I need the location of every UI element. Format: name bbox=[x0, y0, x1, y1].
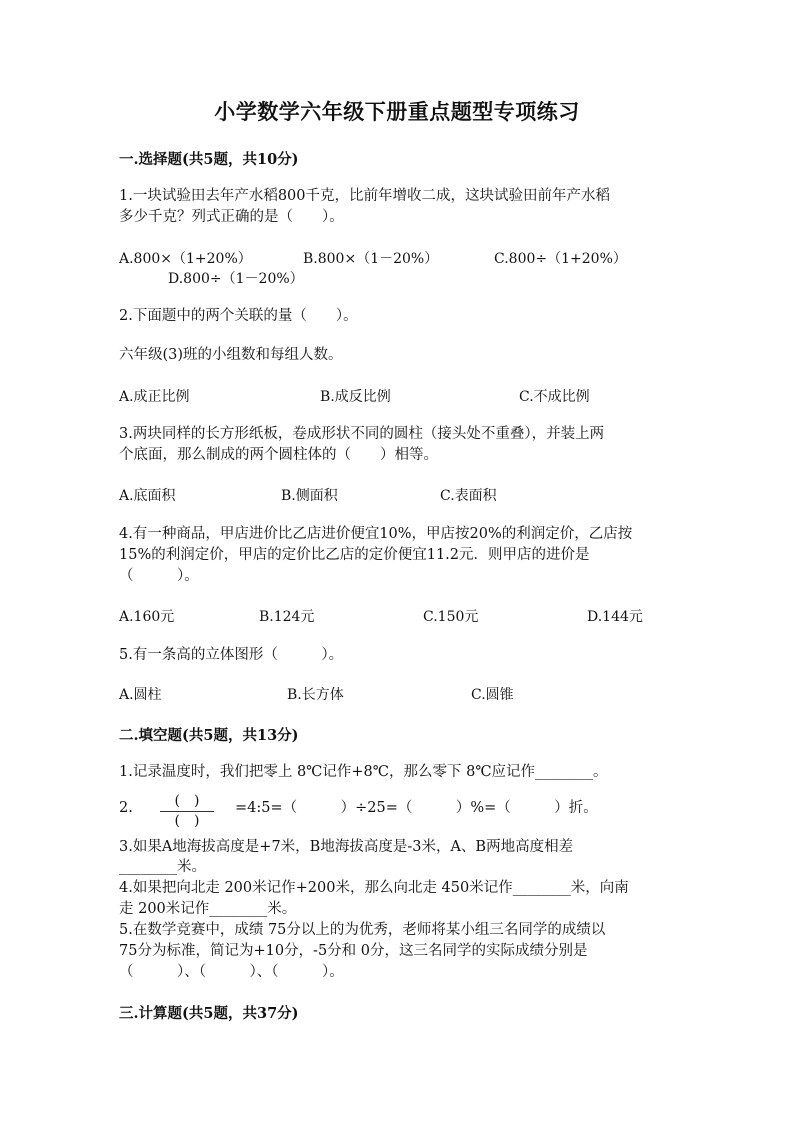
question-4-option-b: B.124元 bbox=[259, 609, 315, 625]
question-4-option-c: C.150元 bbox=[423, 609, 479, 625]
question-2-option-b: B.成反比例 bbox=[320, 389, 391, 405]
question-4-option-a: A.160元 bbox=[119, 609, 175, 625]
fraction-denominator: ( ) bbox=[174, 813, 200, 829]
question-2-line-2: 六年级(3)班的小组数和每组人数。 bbox=[119, 347, 343, 363]
question-3-option-a: A.底面积 bbox=[119, 488, 176, 504]
question-4-option-d: D.144元 bbox=[587, 609, 643, 625]
fill-question-3-line-2: ________米。 bbox=[119, 859, 206, 875]
question-4-line-3: （ ）。 bbox=[119, 568, 199, 584]
question-3-line-1: 3.两块同样的长方形纸板，卷成形状不同的圆柱（接头处不重叠），并装上两 bbox=[119, 426, 605, 442]
question-1-option-d: D.800÷（1－20%） bbox=[168, 271, 304, 287]
question-1-option-c: C.800÷（1+20%） bbox=[494, 251, 627, 267]
question-1-line-2: 多少千克？列式正确的是（ ）。 bbox=[119, 209, 344, 225]
question-1-line-1: 1.一块试验田去年产水稻800千克，比前年增收二成，这块试验田前年产水稻 bbox=[119, 188, 611, 204]
question-1-option-a: A.800×（1+20%） bbox=[119, 251, 252, 267]
fill-question-2-rest: =4:5=（ ）÷25=（ ）%=（ ）折。 bbox=[235, 800, 598, 816]
question-1-option-b: B.800×（1－20%） bbox=[303, 251, 439, 267]
question-2-line-1: 2.下面题中的两个关联的量（ ）。 bbox=[119, 308, 358, 324]
fraction-numerator: ( ) bbox=[174, 793, 200, 809]
question-5-option-b: B.长方体 bbox=[287, 687, 344, 703]
section-heading-choice: 一.选择题(共5题，共10分) bbox=[119, 151, 299, 168]
fill-question-5-line-3: （ ）、（ ）、（ ）。 bbox=[119, 964, 344, 980]
fill-question-5-line-1: 5.在数学竞赛中，成绩 75分以上的为优秀，老师将某小组三名同学的成绩以 bbox=[119, 922, 606, 938]
question-3-option-b: B.侧面积 bbox=[281, 488, 338, 504]
question-5-option-a: A.圆柱 bbox=[119, 687, 162, 703]
fill-question-4-line-1: 4.如果把向北走 200米记作+200米，那么向北走 450米记作________米，向南 bbox=[119, 880, 629, 896]
fill-question-5-line-2: 75分为标准，简记为+10分，-5分和 0分，这三名同学的实际成绩分别是 bbox=[119, 943, 588, 959]
section-heading-fill: 二.填空题(共5题，共13分) bbox=[119, 727, 299, 744]
fill-question-2-fraction bbox=[160, 792, 214, 831]
question-4-line-1: 4.有一种商品，甲店进价比乙店进价便宜10%，甲店按20%的利润定价，乙店按 bbox=[119, 526, 633, 542]
fill-question-2-number: 2. bbox=[119, 800, 133, 816]
section-heading-calc: 三.计算题(共5题，共37分) bbox=[119, 1005, 299, 1022]
question-2-option-a: A.成正比例 bbox=[119, 389, 190, 405]
fill-question-4-line-2: 走 200米记作________米。 bbox=[119, 901, 297, 917]
question-3-line-2: 个底面，那么制成的两个圆柱体的（ ）相等。 bbox=[119, 447, 438, 463]
page-title: 小学数学六年级下册重点题型专项练习 bbox=[214, 99, 580, 124]
question-4-line-2: 15%的利润定价，甲店的定价比乙店的定价便宜11.2元．则甲店的进价是 bbox=[119, 547, 590, 563]
question-2-option-c: C.不成比例 bbox=[519, 389, 590, 405]
fill-question-3-line-1: 3.如果A地海拔高度是+7米，B地海拔高度是-3米，A、B两地高度相差 bbox=[119, 839, 574, 855]
fill-question-1: 1.记录温度时，我们把零上 8℃记作+8℃，那么零下 8℃应记作________。 bbox=[119, 764, 608, 780]
question-5-line-1: 5.有一条高的立体图形（ ）。 bbox=[119, 647, 344, 663]
question-3-option-c: C.表面积 bbox=[440, 488, 497, 504]
question-5-option-c: C.圆锥 bbox=[471, 687, 514, 703]
